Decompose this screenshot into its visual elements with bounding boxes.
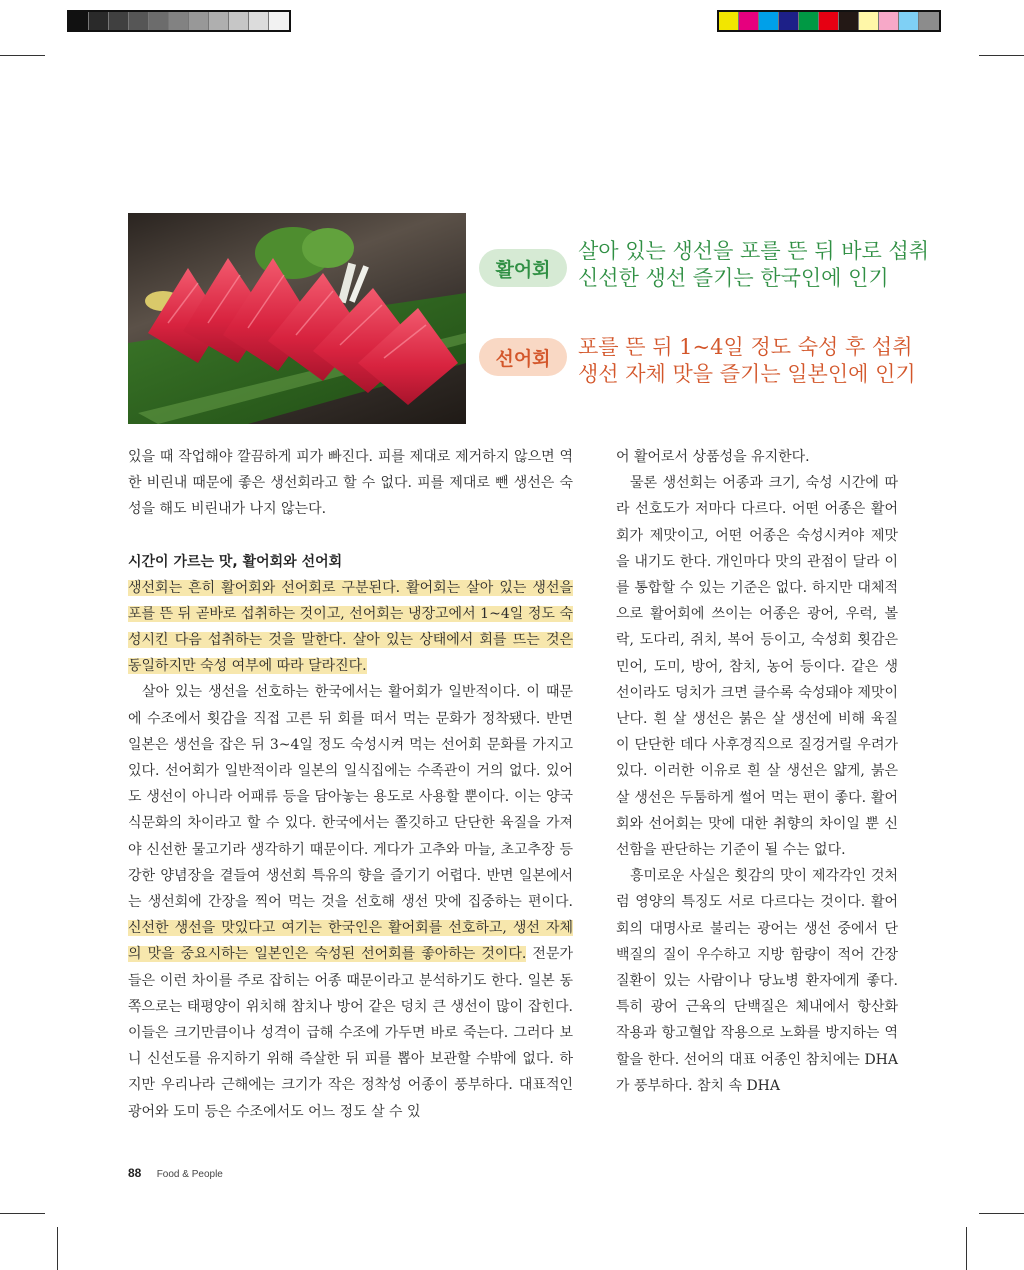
- color-swatch: [249, 12, 269, 30]
- grayscale-color-bar: [67, 10, 291, 32]
- color-swatch: [209, 12, 229, 30]
- color-swatch: [89, 12, 109, 30]
- color-swatch: [739, 12, 759, 30]
- color-swatch: [109, 12, 129, 30]
- aged-fish-sashimi-badge: 선어회: [479, 338, 567, 376]
- color-swatch: [269, 12, 289, 30]
- live-fish-sashimi-badge: 활어회: [479, 249, 567, 287]
- color-swatch: [229, 12, 249, 30]
- highlight: 생선회는 흔히 활어회와 선어회로 구분된다. 활어회는 살아 있는 생선을 포를 뜬 뒤 곧바로 섭취하는 것이고, 선어회는 냉장고에서 1~4일 정도 숙성시킨 다음 섭취하는 것을 말한다. 살아 있는 상태에서 회를 뜨는 것은 동일하지만 숙성 여부에 따라 달라진다.: [128, 579, 573, 675]
- crop-mark: [979, 55, 1024, 56]
- color-swatch: [779, 12, 799, 30]
- color-swatch: [859, 12, 879, 30]
- article-left-column: [128, 444, 573, 1125]
- crop-mark: [0, 55, 45, 56]
- section-subheading: 시간이 가르는 맛, 활어회와 선어회: [128, 553, 343, 570]
- page-footer: [128, 1166, 223, 1180]
- crop-mark: [0, 1213, 45, 1214]
- color-swatch: [169, 12, 189, 30]
- aged-fish-sashimi-description: 포를 뜬 뒤 1~4일 정도 숙성 후 섭취 생선 자체 맛을 즐기는 일본인에 인기: [578, 335, 916, 386]
- color-swatch: [759, 12, 779, 30]
- intro-paragraph: 있을 때 작업해야 깔끔하게 피가 빠진다. 피를 제대로 제거하지 않으면 역한 비린내 때문에 좋은 생선회라고 할 수 없다. 피를 제대로 뺀 생선은 숙성을 해도 비린내가 나지 않는다.: [128, 449, 573, 518]
- color-swatch: [129, 12, 149, 30]
- body-paragraph: 살아 있는 생선을 선호하는 한국에서는 활어회가 일반적이다. 이 때문에 수조에서 횟감을 직접 고른 뒤 회를 떠서 먹는 문화가 정착됐다. 반면 일본은 생선을 잡은 뒤 3~4일 정도 숙성시켜 먹는 선어회 문화를 가지고 있다. 선어회가 일반적이라 일본의 일식집에는 수족관이 거의 없다. 있어도 생선이 아니라 어패류 등을 담아놓는 용도로 사용할 뿐이다. 이는 양국 식문화의 차이라고 할 수 있다. 한국에서는 쫄깃하고 단단한 육질을 가져야 신선한 물고기라 생각하기 때문이다. 게다가 고추와 마늘, 초고추장 등 강한 양념장을 곁들여 생선회 특유의 향을 즐기기 어렵다. 반면 일본에서는 생선회에 간장을 찍어 먹는 것을 선호해 생선 맛에 집중하는 편이다. 신선한 생선을 맛있다고 여기는 한국인은 활어회를 선호하고, 생선 자체의 맛을 중요시하는 일본인은 숙성된 선어회를 좋아하는 것이다. 전문가들은 이런 차이를 주로 잡히는 어종 때문이라고 분석하기도 한다. 일본 동쪽으로는 태평양이 위치해 참치나 방어 같은 덩치 큰 생선이 많이 잡힌다. 이들은 크기만큼이나 성격이 급해 수조에 가두면 바로 죽는다. 그러다 보니 신선도를 유지하기 위해 즉살한 뒤 피를 뽑아 보관할 수밖에 없다. 하지만 우리나라 근해에는 크기가 작은 정착성 어종이 풍부하다. 대표적인 광어와 도미 등은 수조에서도 어느 정도 살 수 있: [128, 684, 573, 1120]
- process-color-bar: [717, 10, 941, 32]
- live-fish-sashimi-description: 살아 있는 생선을 포를 뜬 뒤 바로 섭취 신선한 생선 즐기는 한국인에 인기: [578, 239, 930, 290]
- publication-name: Food & People: [156, 1169, 223, 1180]
- crop-mark: [966, 1227, 967, 1270]
- color-swatch: [799, 12, 819, 30]
- body-paragraph: 어 활어로서 상품성을 유지한다.: [616, 449, 810, 465]
- color-swatch: [149, 12, 169, 30]
- color-swatch: [819, 12, 839, 30]
- color-swatch: [879, 12, 899, 30]
- color-swatch: [919, 12, 939, 30]
- color-swatch: [839, 12, 859, 30]
- color-swatch: [719, 12, 739, 30]
- page-number: 88: [128, 1166, 142, 1180]
- highlighted-paragraph: [128, 575, 573, 680]
- body-paragraph: 흥미로운 사실은 횟감의 맛이 제각각인 것처럼 영양의 특징도 서로 다르다는 것이다. 활어회의 대명사로 불리는 광어는 생선 중에서 단백질의 질이 우수하고 지방 함량이 적어 간장 질환이 있는 사람이나 당뇨병 환자에게 좋다. 특히 광어 근육의 단백질은 체내에서 항산화 작용과 항고혈압 작용으로 노화를 방지하는 역할을 한다. 선어의 대표 어종인 참치에는 DHA가 풍부하다. 참치 속 DHA: [616, 868, 898, 1094]
- highlight: 신선한 생선을 맛있다고 여기는 한국인은 활어회를 선호하고, 생선 자체의 맛을 중요시하는 일본인은 숙성된 선어회를 좋아하는 것이다.: [128, 920, 573, 963]
- color-swatch: [69, 12, 89, 30]
- color-swatch: [189, 12, 209, 30]
- body-paragraph: 물론 생선회는 어종과 크기, 숙성 시간에 따라 선호도가 저마다 다르다. 어떤 어종은 활어회가 제맛이고, 어떤 어종은 숙성시켜야 제맛을 내기도 한다. 개인마다 맛의 관점이 달라 이를 통합할 수 있는 기준은 없다. 하지만 대체적으로 활어회에 쓰이는 어종은 광어, 우럭, 볼락, 도다리, 쥐치, 복어 등이고, 숙성회 횟감은 민어, 도미, 방어, 참치, 농어 등이다. 같은 생선이라도 덩치가 크면 클수록 숙성돼야 제맛이 난다. 흰 살 생선은 붉은 살 생선에 비해 육질이 단단한 데다 사후경직으로 질겅거릴 우려가 있다. 이러한 이유로 흰 살 생선은 얇게, 붉은 살 생선은 두툼하게 썰어 먹는 편이 좋다. 활어회와 선어회는 맛에 대한 취향의 차이일 뿐 신선함을 판단하는 기준이 될 수는 없다.: [616, 475, 898, 859]
- color-swatch: [899, 12, 919, 30]
- tuna-sashimi-photo: [128, 213, 466, 424]
- crop-mark: [57, 1227, 58, 1270]
- article-right-column: [616, 444, 898, 1099]
- crop-mark: [979, 1213, 1024, 1214]
